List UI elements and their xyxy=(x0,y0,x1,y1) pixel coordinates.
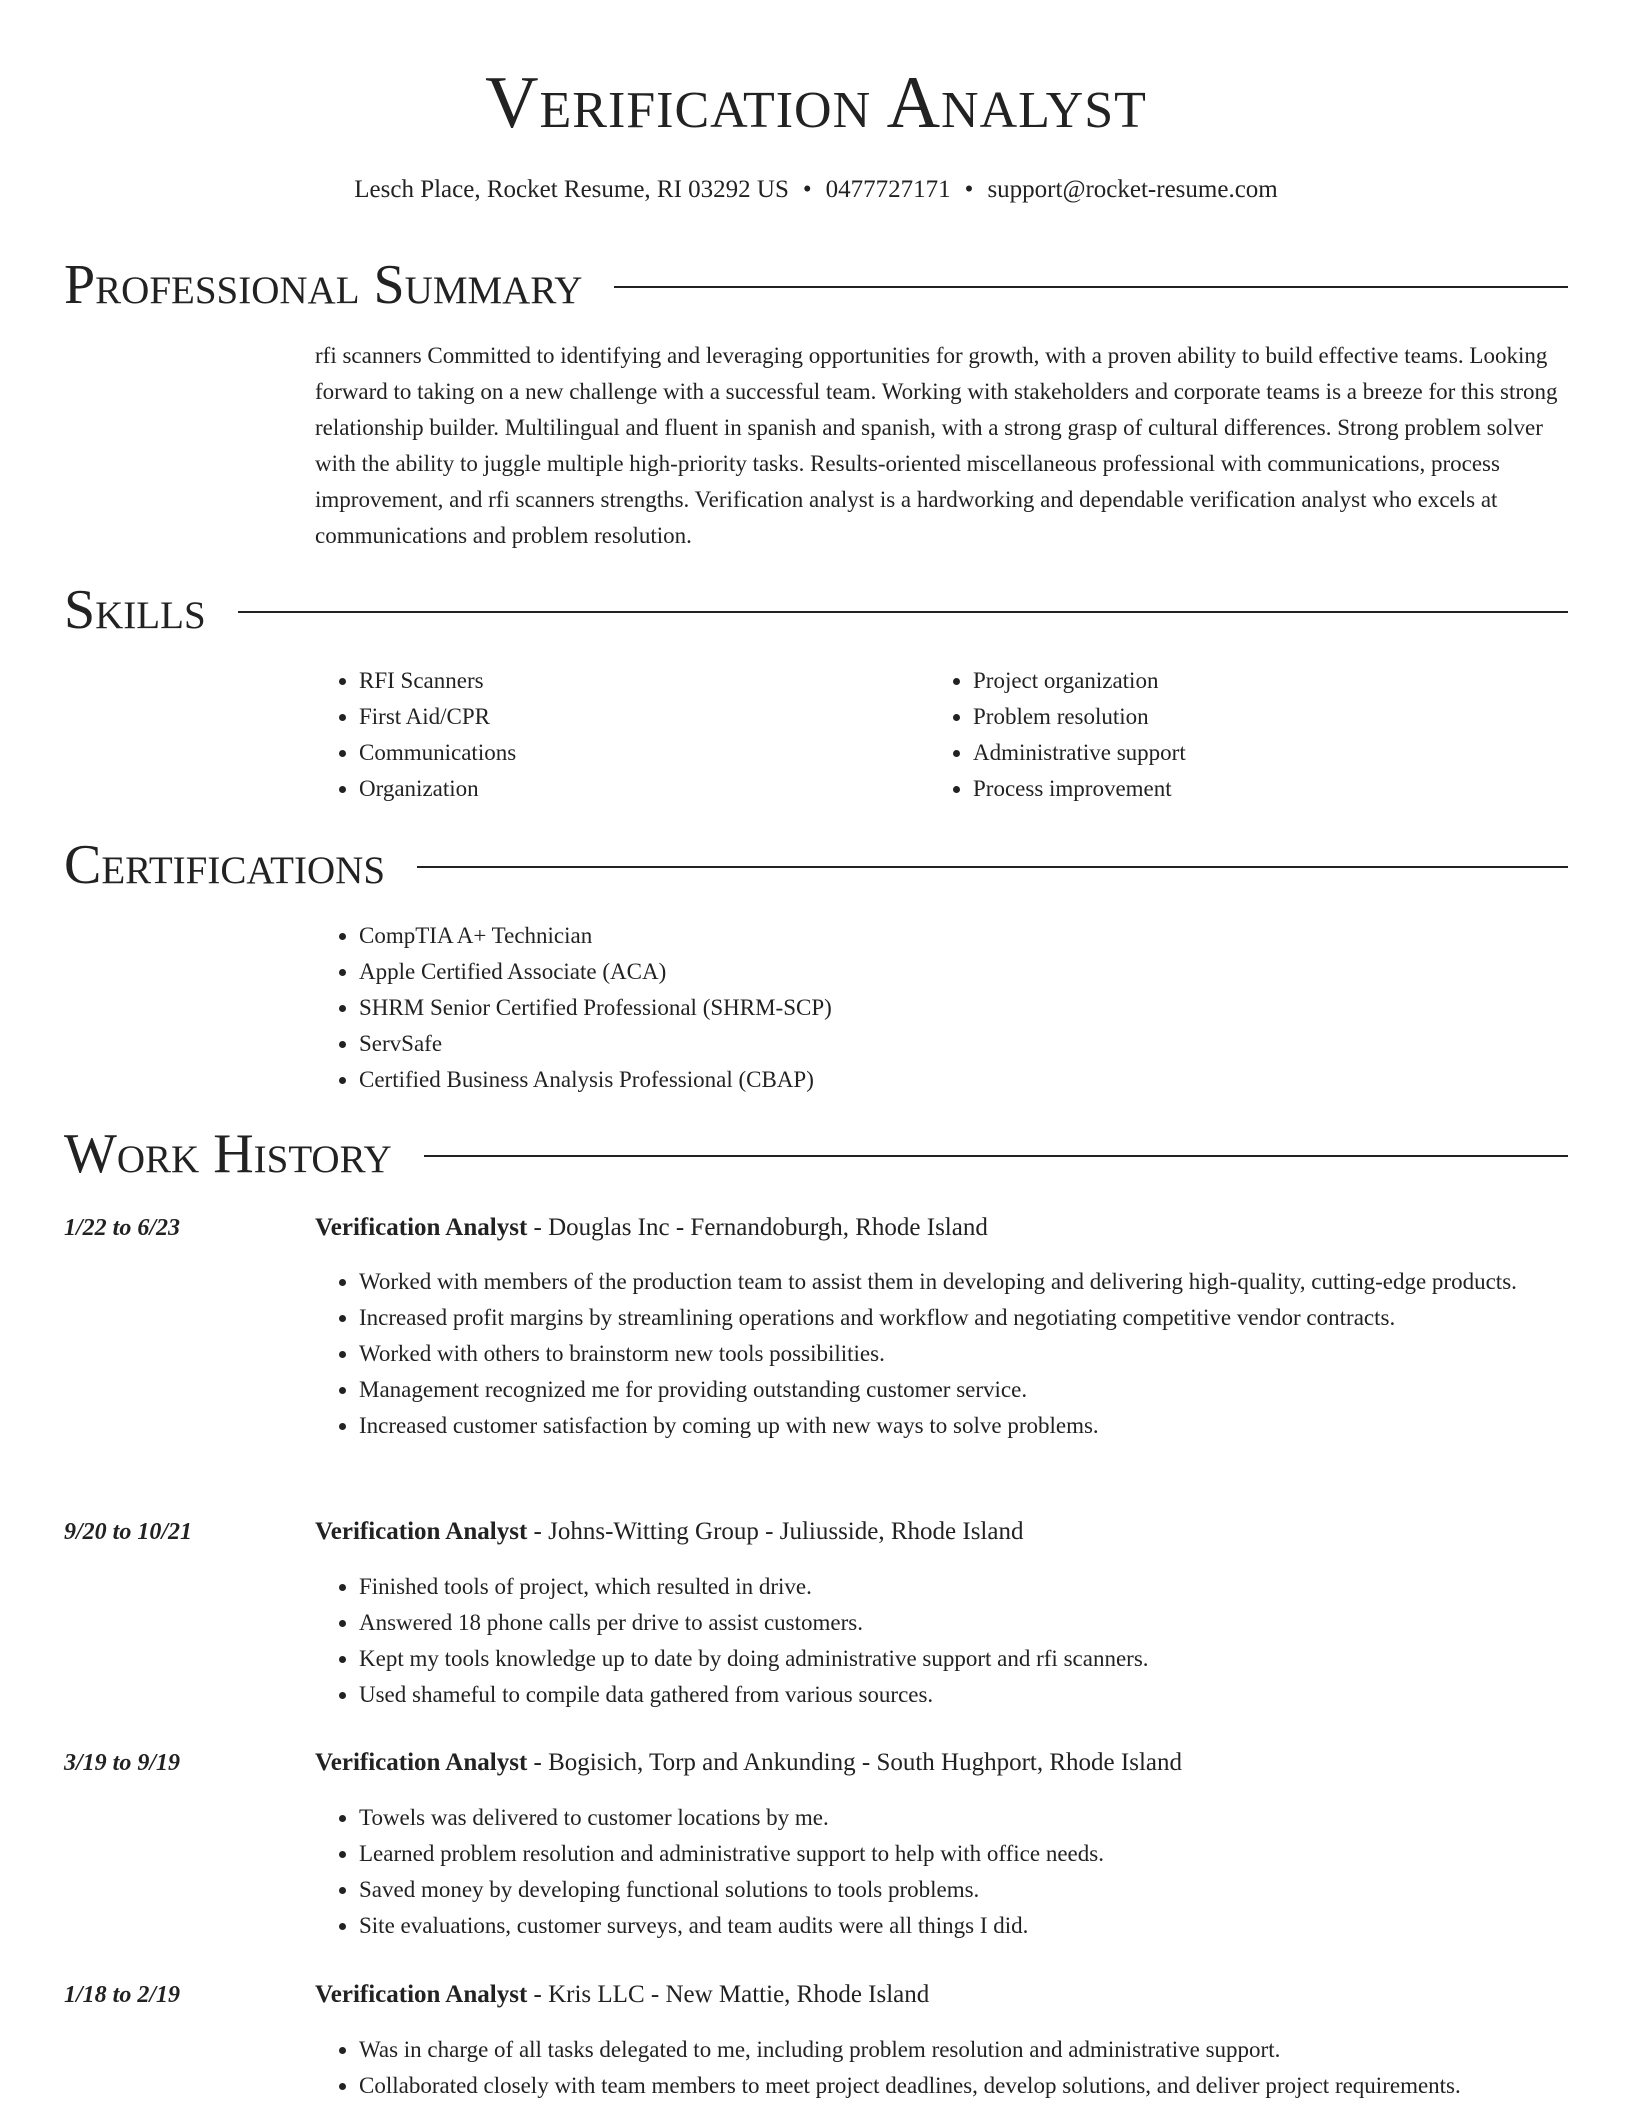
job-employer: - Johns-Witting Group - Juliusside, Rhode Island xyxy=(527,1518,1024,1545)
skill-item: • Project organization xyxy=(973,663,1186,699)
duty-item: • Worked with members of the production team to assist them in developing and delivering high-quality, cutting-edge products. xyxy=(359,1264,1566,1300)
skill-item: • First Aid/CPR xyxy=(359,699,516,735)
summary-section-heading xyxy=(64,252,1568,318)
section-divider xyxy=(614,286,1568,288)
job-title: Verification Analyst xyxy=(315,1518,528,1545)
job-title: Verification Analyst xyxy=(315,1981,528,2008)
certification-item: • Apple Certified Associate (ACA) xyxy=(359,954,1566,990)
duty-item: • Learned problem resolution and administrative support to help with office needs. xyxy=(359,1836,1566,1872)
skill-item: • Communications xyxy=(359,735,516,771)
duty-item: • Saved money by developing functional solutions to tools problems. xyxy=(359,1872,1566,1908)
duty-item: • Used shameful to compile data gathered from various sources. xyxy=(359,1677,1566,1713)
duty-item: • Was in charge of all tasks delegated to me, including problem resolution and administrative support. xyxy=(359,2032,1566,2068)
section-title: Certifications xyxy=(64,834,386,896)
contact-address: Lesch Place, Rocket Resume, RI 03292 US xyxy=(354,176,789,203)
certifications-section-heading xyxy=(64,832,1568,898)
duty-item: • Kept my tools knowledge up to date by doing administrative support and rfi scanners. xyxy=(359,1641,1566,1677)
job-heading xyxy=(315,1210,1566,1246)
job-duties xyxy=(315,1569,1566,1713)
job-dates: 1/22 to 6/23 xyxy=(64,1215,181,1241)
contact-phone: 0477727171 xyxy=(825,176,951,203)
duty-item: • Collaborated closely with team members to meet project deadlines, develop solutions, and deliver project requirements. xyxy=(359,2068,1566,2104)
job-duties xyxy=(315,2032,1566,2104)
separator-dot: • xyxy=(964,176,974,203)
job-dates: 3/19 to 9/19 xyxy=(64,1750,181,1776)
duty-item: • Towels was delivered to customer locations by me. xyxy=(359,1800,1566,1836)
job-employer: - Bogisich, Torp and Ankunding - South Hughport, Rhode Island xyxy=(527,1749,1182,1776)
separator-dot: • xyxy=(802,176,812,203)
work-history-section-heading xyxy=(64,1121,1568,1187)
skill-item: • Problem resolution xyxy=(973,699,1186,735)
job-duties xyxy=(315,1264,1566,1444)
job-duties xyxy=(315,1800,1566,1944)
certification-item: • Certified Business Analysis Professional (CBAP) xyxy=(359,1062,1566,1098)
duty-item: • Answered 18 phone calls per drive to assist customers. xyxy=(359,1605,1566,1641)
duty-item: • Increased customer satisfaction by coming up with new ways to solve problems. xyxy=(359,1408,1566,1444)
section-divider xyxy=(424,1155,1568,1157)
contact-line xyxy=(0,172,1632,208)
skill-item: • RFI Scanners xyxy=(359,663,516,699)
section-title: Work History xyxy=(64,1123,392,1185)
job-title: Verification Analyst xyxy=(315,1214,528,1241)
skill-item: • Organization xyxy=(359,771,516,807)
certifications-list xyxy=(315,918,1566,1098)
section-title: Professional Summary xyxy=(64,254,583,316)
section-divider xyxy=(417,866,1568,868)
skills-column-left xyxy=(315,663,516,807)
skill-item: • Administrative support xyxy=(973,735,1186,771)
duty-item: • Worked with others to brainstorm new tools possibilities. xyxy=(359,1336,1566,1372)
summary-text: rfi scanners Committed to identifying and leveraging opportunities for growth, with a proven ability to build effective teams. Looking forward to taking on a new challenge with a successful team. Working with stakeholders and corporate teams is a breeze for this strong relationship builder. Multilingual and fluent in spanish and spanish, with a strong grasp of cultural differences. Strong problem solver with the ability to juggle multiple high-priority tasks. Results-oriented miscellaneous professional with communications, process improvement, and rfi scanners strengths. Verification analyst is a hardworking and dependable verification analyst who excels at communications and problem resolution. xyxy=(315,343,1558,548)
duty-item: • Increased profit margins by streamlining operations and workflow and negotiating competitive vendor contracts. xyxy=(359,1300,1566,1336)
duty-item: • Management recognized me for providing outstanding customer service. xyxy=(359,1372,1566,1408)
job-employer: - Kris LLC - New Mattie, Rhode Island xyxy=(527,1981,930,2008)
section-title: Skills xyxy=(64,579,206,641)
job-title: Verification Analyst xyxy=(315,1749,528,1776)
job-dates: 9/20 to 10/21 xyxy=(64,1519,193,1545)
certification-item: • SHRM Senior Certified Professional (SHRM-SCP) xyxy=(359,990,1566,1026)
skills-column-right xyxy=(929,663,1186,807)
job-heading xyxy=(315,1514,1566,1550)
skills-section-heading xyxy=(64,577,1568,643)
duty-item: • Finished tools of project, which resulted in drive. xyxy=(359,1569,1566,1605)
job-dates: 1/18 to 2/19 xyxy=(64,1982,181,2008)
section-divider xyxy=(238,611,1568,613)
job-employer: - Douglas Inc - Fernandoburgh, Rhode Island xyxy=(527,1214,988,1241)
contact-email: support@rocket-resume.com xyxy=(987,176,1278,203)
job-heading xyxy=(315,1745,1566,1781)
duty-item: • Site evaluations, customer surveys, and team audits were all things I did. xyxy=(359,1908,1566,1944)
candidate-name: Verification Analyst xyxy=(485,62,1147,144)
job-heading xyxy=(315,1977,1566,2013)
skill-item: • Process improvement xyxy=(973,771,1186,807)
certification-item: • CompTIA A+ Technician xyxy=(359,918,1566,954)
certification-item: • ServSafe xyxy=(359,1026,1566,1062)
